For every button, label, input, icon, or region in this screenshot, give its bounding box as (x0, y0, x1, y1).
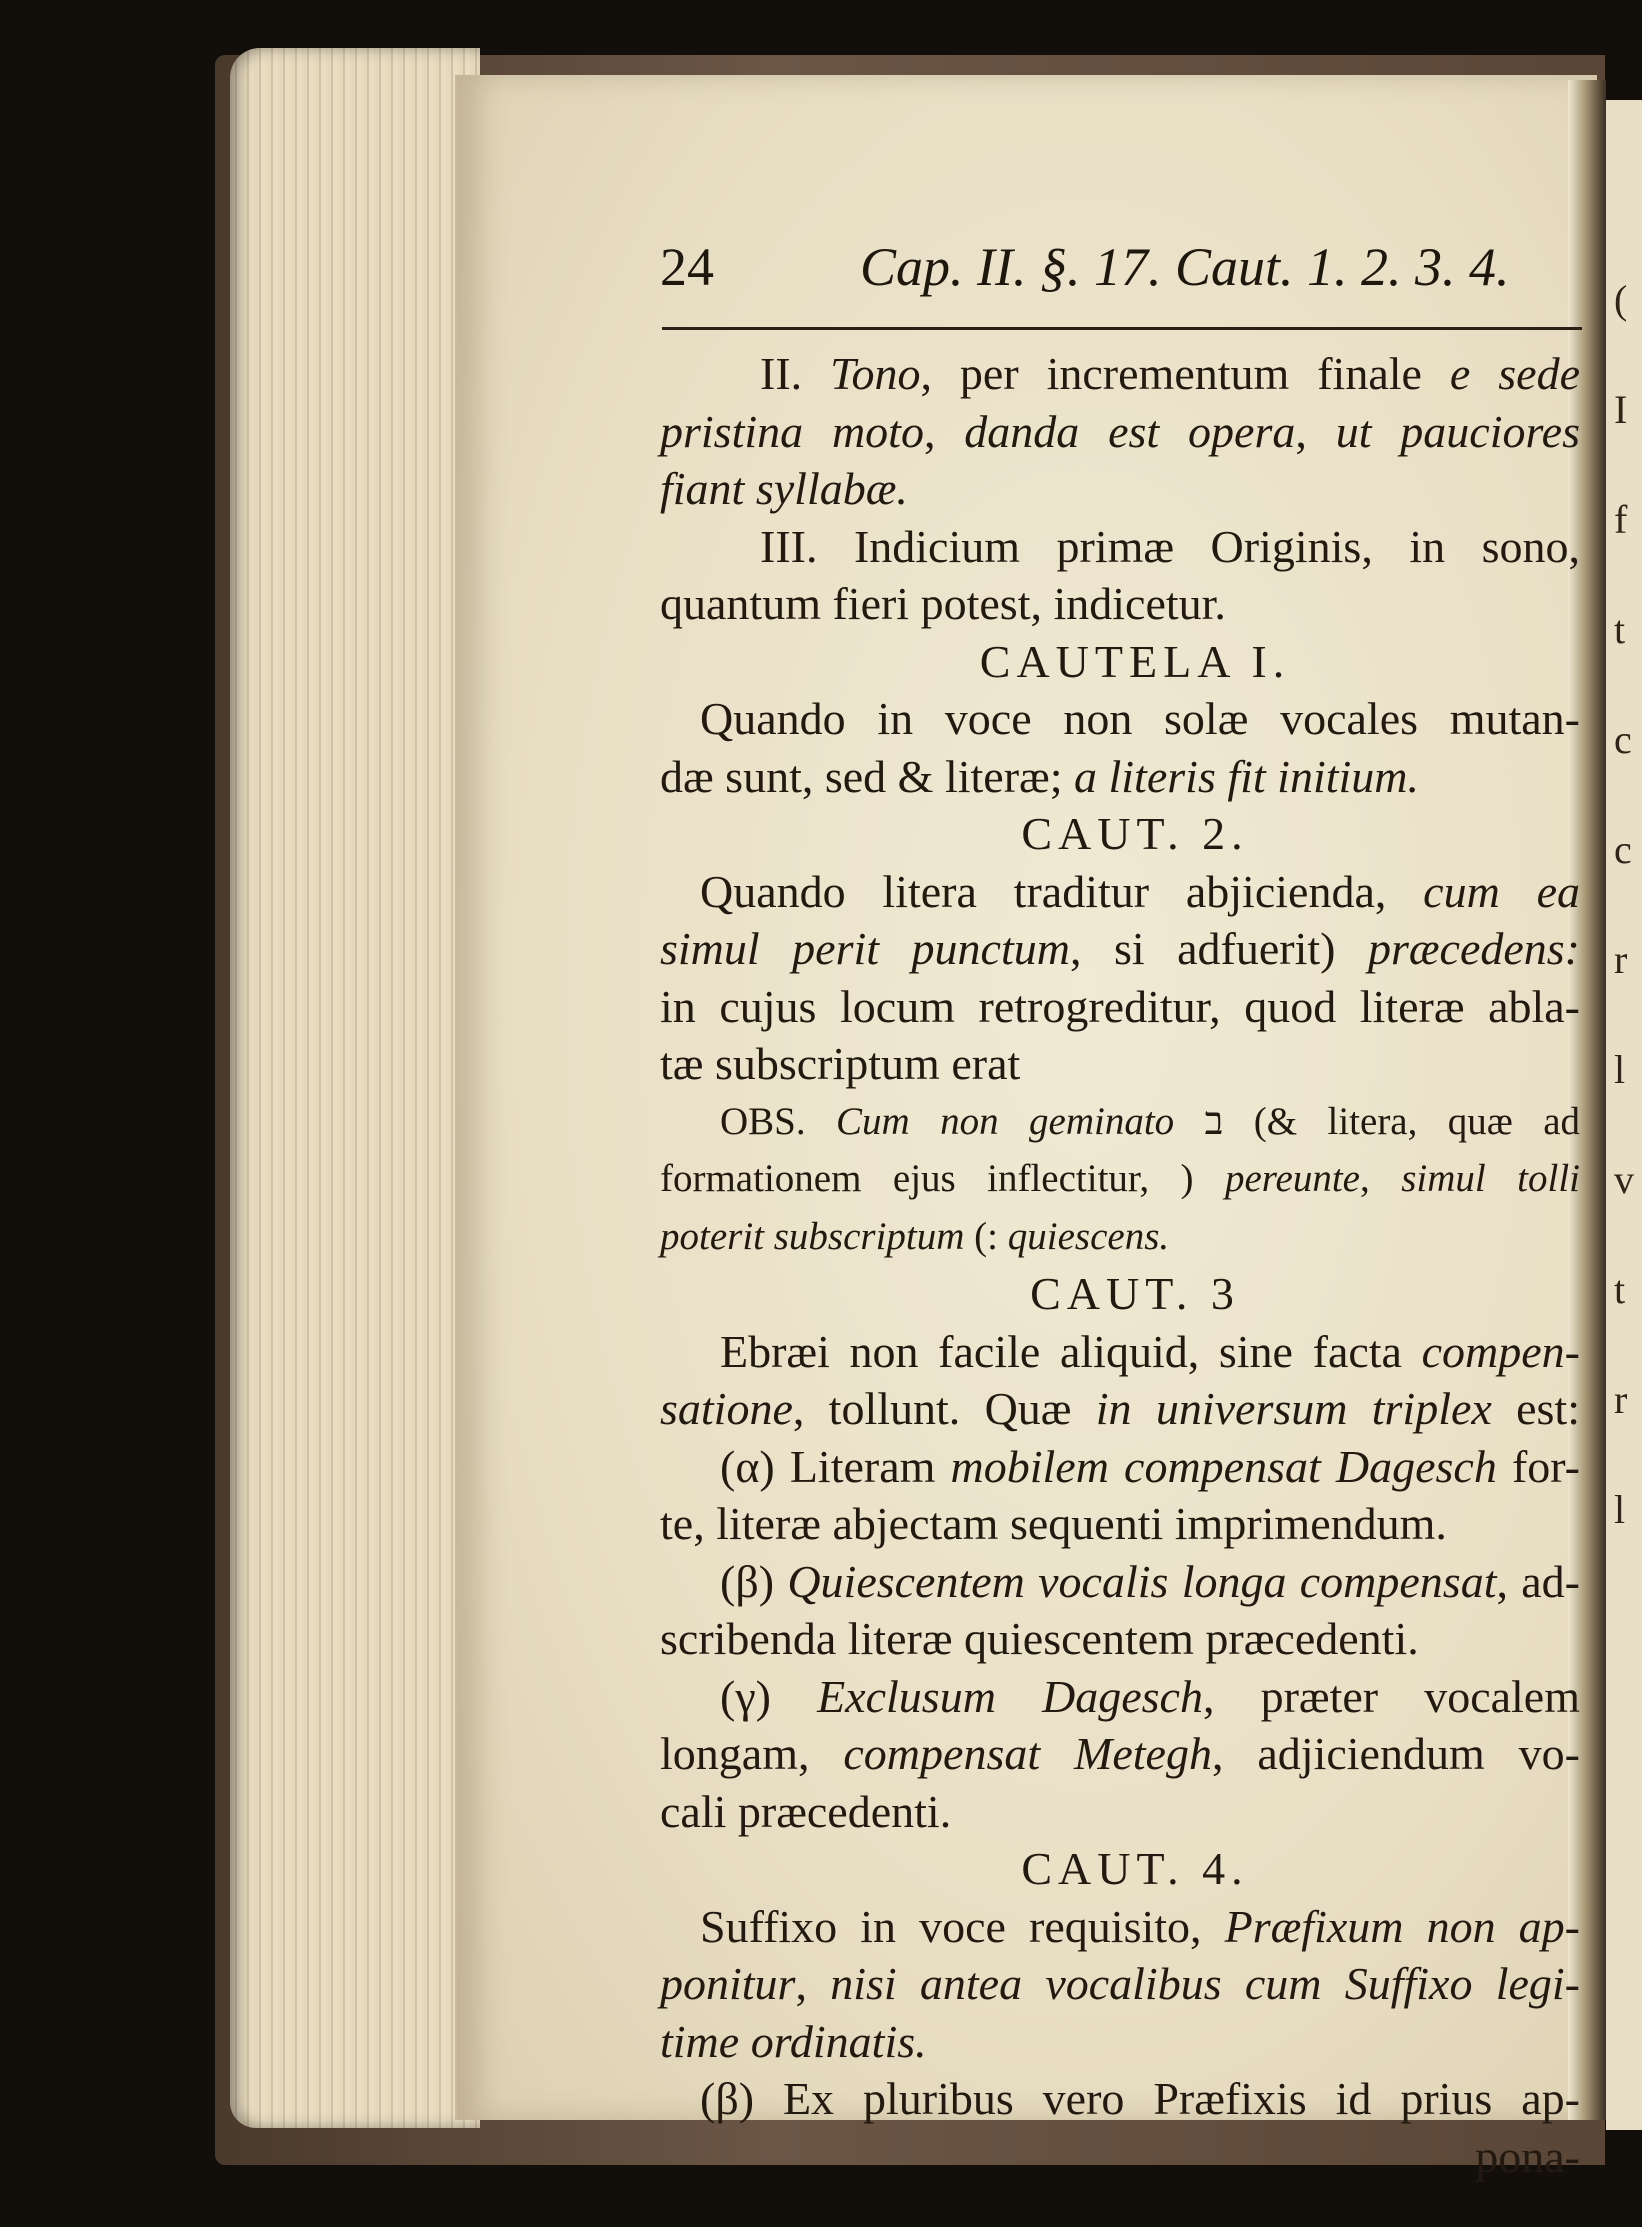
text-segment: simul tolli (1401, 1157, 1581, 1200)
text-line (660, 2070, 1580, 2128)
text-line (660, 1898, 1580, 1956)
page-edges (230, 48, 480, 2128)
text-segment: poterit subscriptum (660, 1214, 965, 1258)
text-segment: II. (760, 348, 831, 399)
text-segment: pereunte (1225, 1157, 1360, 1200)
facing-page-glyph: I (1614, 387, 1628, 432)
text-segment: tæ subscriptum erat (660, 1038, 1021, 1089)
text-line (660, 1553, 1580, 1611)
facing-page-edge (1606, 100, 1642, 2130)
text-segment: ב (& litera, quæ ad (1174, 1099, 1581, 1143)
section-heading (660, 805, 1580, 863)
text-segment: fiant syllabæ. (660, 463, 908, 514)
facing-page-glyph: c (1614, 717, 1632, 762)
facing-page-glyph: v (1614, 1157, 1634, 1202)
text-segment: pona- (1475, 2130, 1580, 2182)
text-segment: CAUT. 2. (1021, 808, 1249, 859)
text-line (660, 2013, 1580, 2071)
text-segment: Quando in voce non solæ vocales mutan- (700, 693, 1580, 744)
text-segment: dæ sunt, sed & literæ; (660, 750, 1074, 802)
text-segment: e sede (1449, 348, 1581, 399)
text-segment: præcedens: (1367, 923, 1580, 974)
text-line (660, 920, 1580, 978)
section-heading (660, 633, 1580, 691)
text-line (660, 518, 1580, 576)
text-segment: , (923, 405, 965, 457)
catchword (660, 2128, 1580, 2186)
text-segment: (β) (720, 1555, 788, 1607)
text-segment: for- (1496, 1440, 1580, 1492)
text-line (660, 575, 1580, 633)
text-line (660, 1610, 1580, 1668)
section-heading (660, 1265, 1580, 1323)
text-line (660, 1208, 1580, 1266)
text-segment: simul perit punctum (660, 923, 1070, 974)
text-segment: danda est opera (964, 405, 1296, 457)
text-segment: ponitur (660, 1958, 796, 2009)
text-segment: mobilem compensat Dagesch (950, 1440, 1497, 1492)
text-segment: compen- (1421, 1325, 1580, 1377)
text-line (660, 403, 1580, 461)
text-segment: OBS. (720, 1099, 837, 1143)
text-segment: (β) Ex pluribus vero Præfixis id prius ap- (700, 2073, 1580, 2124)
header-rule (662, 327, 1582, 330)
facing-page-glyph: l (1614, 1487, 1626, 1532)
section-heading (660, 1840, 1580, 1898)
facing-page-glyph: t (1614, 1267, 1626, 1312)
text-line (660, 1323, 1580, 1381)
facing-page-glyph: c (1614, 827, 1632, 872)
text-segment: Ebræi non facile aliquid, sine facta (720, 1325, 1422, 1377)
text-line (660, 1035, 1580, 1093)
text-line (660, 1495, 1580, 1553)
text-segment: Tono (830, 348, 921, 399)
text-line (660, 978, 1580, 1036)
text-segment: Suffixo in voce requisito, (700, 1900, 1225, 1952)
text-segment: est: (1491, 1383, 1580, 1434)
text-segment: , (1295, 405, 1336, 457)
text-line (660, 748, 1580, 806)
text-segment: CAUT. 4. (1021, 1843, 1249, 1894)
text-line (660, 1150, 1580, 1208)
text-segment: , (1360, 1157, 1402, 1200)
text-segment: , si adfuerit) (1069, 923, 1368, 974)
facing-page-glyph: r (1614, 1377, 1628, 1422)
text-segment: in universum triplex (1095, 1383, 1492, 1434)
text-segment: time ordinatis. (660, 2015, 927, 2067)
text-line (660, 1093, 1580, 1151)
text-segment: Præfixum non ap- (1224, 1900, 1580, 1952)
text-segment: Quando litera traditur abjicienda, (700, 865, 1424, 917)
text-segment: III. Indicium primæ Originis, in sono, (760, 520, 1580, 572)
text-segment: , ad- (1496, 1555, 1580, 1607)
facing-page-glyph: r (1614, 937, 1628, 982)
text-segment: CAUTELA I. (979, 635, 1291, 687)
text-segment: (α) Literam (720, 1440, 951, 1492)
text-line (660, 1668, 1580, 1726)
text-segment: cali præcedenti. (660, 1785, 952, 1837)
text-segment: (: (964, 1214, 1008, 1258)
page-number: 24 (660, 237, 714, 297)
facing-page-glyph: t (1614, 607, 1626, 652)
text-segment: Cum non geminato (836, 1099, 1175, 1143)
text-segment: in cujus locum retrogreditur, quod literæ abla- (660, 980, 1580, 1032)
text-segment: CAUT. 3 (1030, 1268, 1240, 1319)
text-segment: Quiescentem vocalis longa compensat (787, 1555, 1497, 1607)
page-body-text (660, 345, 1580, 2185)
text-line (660, 1783, 1580, 1841)
facing-page-glyph: ( (1614, 277, 1628, 322)
text-segment: (γ) (720, 1670, 818, 1722)
text-segment: , adjiciendum vo- (1211, 1728, 1580, 1779)
text-segment: nisi antea vocalibus cum Suffixo legi- (830, 1958, 1580, 2009)
text-segment: , (795, 1958, 831, 2009)
text-segment: scribenda literæ quiescentem præcedenti. (660, 1613, 1419, 1664)
text-segment: cum ea (1423, 865, 1580, 917)
text-segment: quiescens. (1007, 1214, 1170, 1258)
text-segment: te, literæ abjectam sequenti imprimendum. (660, 1498, 1447, 1549)
text-segment: a literis fit initium. (1074, 750, 1420, 802)
text-line (660, 1438, 1580, 1496)
text-line (660, 863, 1580, 921)
text-segment: satione (660, 1383, 793, 1434)
text-segment: , præter vocalem (1202, 1670, 1580, 1722)
text-line (660, 690, 1580, 748)
text-segment: formationem ejus inflectitur, ) (660, 1157, 1225, 1200)
facing-page-glyph: f (1614, 497, 1628, 542)
text-line (660, 1725, 1580, 1783)
text-line (660, 1955, 1580, 2013)
text-line (660, 460, 1580, 518)
text-line (660, 345, 1580, 403)
text-segment: , tollunt. Quæ (792, 1383, 1096, 1434)
text-segment: pristina moto (660, 405, 924, 457)
text-segment: Exclusum Dagesch (817, 1670, 1203, 1722)
text-segment: compensat Metegh (843, 1728, 1212, 1779)
text-segment: ut pauciores (1335, 405, 1580, 457)
text-segment: longam, (660, 1728, 844, 1779)
running-head: Cap. II. §. 17. Caut. 1. 2. 3. 4. (860, 237, 1510, 297)
facing-page-glyph: l (1614, 1047, 1626, 1092)
text-line (660, 1380, 1580, 1438)
text-segment: quantum fieri potest, indicetur. (660, 578, 1226, 629)
text-segment: , per incrementum finale (920, 348, 1450, 399)
